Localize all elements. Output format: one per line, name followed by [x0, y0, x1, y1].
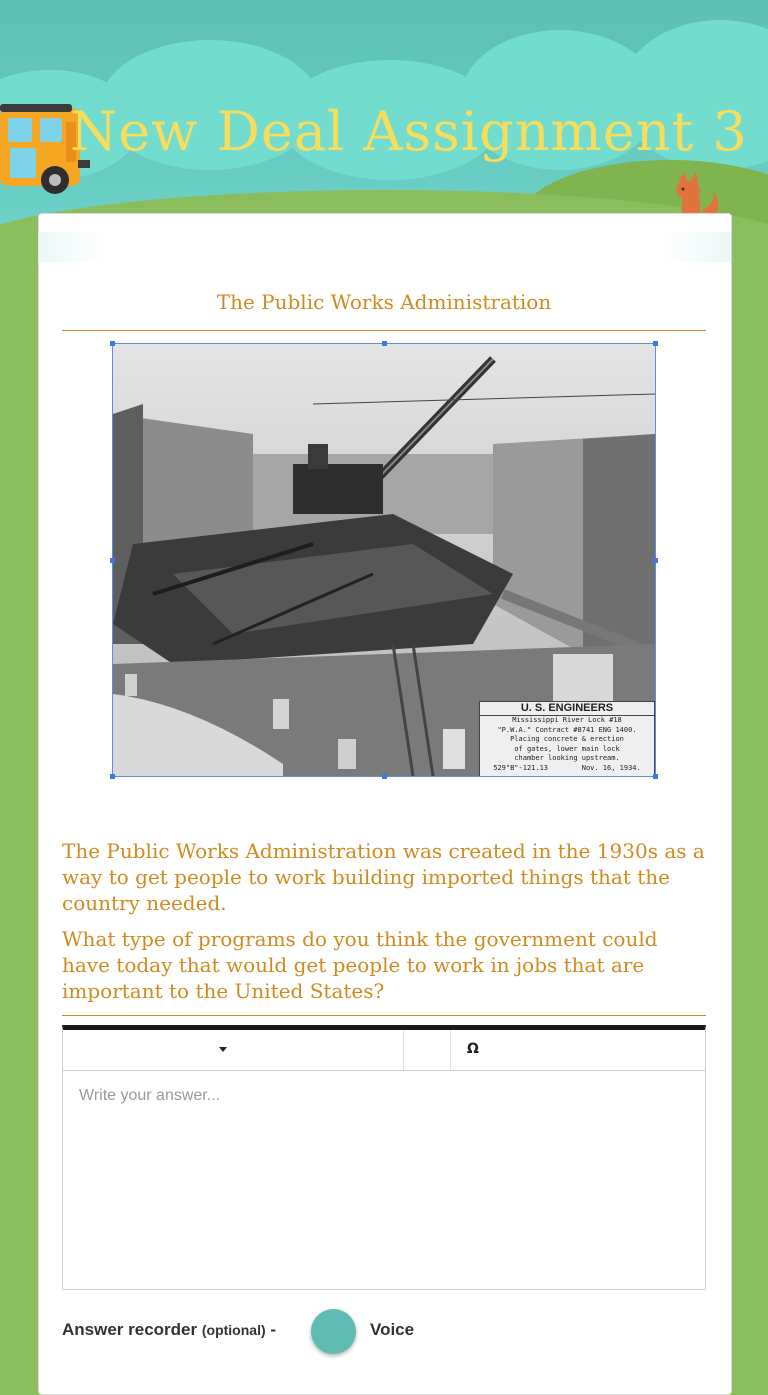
resize-handle[interactable] [110, 341, 115, 346]
divider [62, 330, 706, 331]
resize-handle[interactable] [653, 341, 658, 346]
sign-line: 529"B"-121.13 Nov. 16, 1934. [493, 763, 641, 772]
resize-handle[interactable] [382, 774, 387, 779]
sign-line: chamber looking upstream. [514, 754, 620, 762]
resize-handle[interactable] [110, 558, 115, 563]
body-paragraph: The Public Works Administration was created in the 1930s as a way to get people to work building imported things that the country needed. [62, 839, 705, 915]
photo-caption-sign [479, 701, 655, 777]
resize-handle[interactable] [653, 774, 658, 779]
sign-heading: U. S. ENGINEERS [480, 702, 654, 716]
question-paragraph: What type of programs do you think the government could have today that would get people to work in jobs that are important to the United States? [62, 927, 658, 1003]
recorder-optional: (optional) [201, 1322, 266, 1338]
resize-handle[interactable] [653, 558, 658, 563]
record-voice-button[interactable] [311, 1309, 356, 1354]
recorder-dash: - [265, 1320, 277, 1339]
sign-line: of gates, lower main lock [514, 744, 620, 753]
answer-recorder-label [62, 1320, 276, 1340]
fox-icon [668, 172, 728, 217]
historic-photo[interactable] [112, 343, 656, 777]
format-dropdown[interactable] [63, 1030, 404, 1070]
resize-handle[interactable] [110, 774, 115, 779]
resize-handle[interactable] [382, 341, 387, 346]
section-title: The Public Works Administration [216, 290, 552, 314]
editor-toolbar [63, 1030, 705, 1071]
sign-line: Placing concrete & erection [510, 735, 624, 743]
special-characters-button[interactable]: Ω [467, 1041, 479, 1057]
answer-input[interactable] [63, 1071, 705, 1285]
voice-label: Voice [370, 1320, 415, 1339]
divider [62, 1015, 706, 1016]
chevron-down-icon [219, 1047, 227, 1052]
sign-line: "P.W.A." Contract #8741 ENG 1400. [497, 725, 637, 734]
recorder-label: Answer recorder [62, 1320, 198, 1339]
sign-line: Mississippi River Lock #18 [512, 716, 622, 724]
card-top-fade [38, 232, 730, 262]
answer-editor [62, 1025, 706, 1290]
page-title: New Deal Assignment 3 [70, 100, 748, 163]
toolbar-button[interactable] [404, 1030, 451, 1070]
